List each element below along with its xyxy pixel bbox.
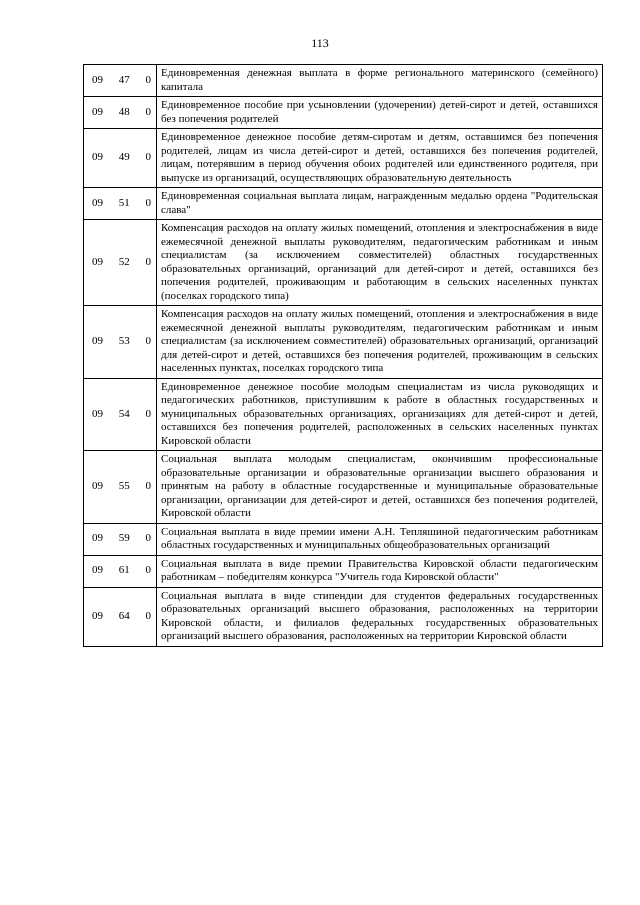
code-part-3: 0 xyxy=(145,564,151,577)
description-cell: Единовременная денежная выплата в форме регионального материнского (семейного) капитала xyxy=(157,65,603,97)
table-row xyxy=(84,555,603,587)
code-part-1: 09 xyxy=(92,73,103,86)
code-part-3: 0 xyxy=(145,73,151,86)
code-part-3: 0 xyxy=(145,105,151,118)
code-group xyxy=(84,480,156,494)
code-group xyxy=(84,197,156,211)
code-part-3: 0 xyxy=(145,151,151,164)
code-part-2: 48 xyxy=(118,105,130,118)
code-part-1: 09 xyxy=(92,532,103,545)
description-cell: Социальная выплата в виде премии Правительства Кировской области педагогическим работникам – победителям конкурса "Учитель года Кировской области" xyxy=(157,555,603,587)
table-body xyxy=(84,65,603,647)
code-part-3: 0 xyxy=(145,407,151,420)
code-part-1: 09 xyxy=(92,151,103,164)
code-group xyxy=(84,335,156,349)
budget-codes-table xyxy=(83,64,603,647)
code-part-1: 09 xyxy=(92,335,103,347)
code-cell xyxy=(84,451,157,524)
code-cell xyxy=(84,555,157,587)
description-cell: Единовременное денежное пособие детям-сиротам и детям, оставшимся без попечения родителей, лицам из числа детей-сирот и детей, оставшихся без попечения родителей, лицам, потерявшим в период обучения обоих родителей или единственного родителя, при выпуске из организаций, осуществляющих образовательную деятельность xyxy=(157,129,603,188)
code-cell xyxy=(84,587,157,646)
description-cell: Социальная выплата в виде стипендии для студентов федеральных государственных образовательных организаций высшего образования, расположенных на территории Кировской области, и филиалов федеральных государственных образовательных организаций высшего образования, расположенных на территории Кировской области xyxy=(157,587,603,646)
code-part-3: 0 xyxy=(145,196,151,209)
code-group xyxy=(84,564,156,578)
code-part-2: 53 xyxy=(118,335,130,347)
code-part-1: 09 xyxy=(92,564,103,577)
code-part-2: 61 xyxy=(118,564,130,577)
table-row xyxy=(84,378,603,451)
code-cell xyxy=(84,129,157,188)
code-part-1: 09 xyxy=(92,105,103,118)
table-row xyxy=(84,451,603,524)
description-cell: Социальная выплата в виде премии имени А.Н. Тепляшиной педагогическим работникам областных государственных и муниципальных общеобразовательных организаций xyxy=(157,523,603,555)
code-group xyxy=(84,256,156,270)
code-part-3: 0 xyxy=(145,335,151,347)
code-part-1: 09 xyxy=(92,255,103,268)
code-cell xyxy=(84,97,157,129)
table-row xyxy=(84,188,603,220)
table-row xyxy=(84,97,603,129)
code-group xyxy=(84,532,156,546)
code-part-1: 09 xyxy=(92,480,103,492)
code-part-2: 54 xyxy=(118,407,130,420)
code-cell xyxy=(84,220,157,306)
code-group xyxy=(84,408,156,422)
description-cell: Компенсация расходов на оплату жилых помещений, отопления и электроснабжения в виде ежемесячной денежной выплаты руководителям, педагогическим работникам и иным специалистам (за исключением совместителей) образовательных организаций, организаций для детей-сирот и детей, оставшихся без попечения родителей, проживающим в сельских населенных пунктах, поселках городского типа xyxy=(157,306,603,379)
table-row xyxy=(84,65,603,97)
description-cell: Социальная выплата молодым специалистам, окончившим профессиональные образовательные организации и образовательные организации высшего образования и принятым на работу в областные государственные и муниципальные образовательные организации, организации для детей-сирот и детей, оставшихся без попечения родителей, Кировской области xyxy=(157,451,603,524)
code-part-2: 55 xyxy=(118,480,130,492)
page-number: 113 xyxy=(311,36,329,50)
code-cell xyxy=(84,65,157,97)
code-part-2: 51 xyxy=(118,196,130,209)
description-cell: Единовременное денежное пособие молодым специалистам из числа руководящих и педагогических работников, приступившим к работе в областных государственных и муниципальных образовательных организациях, организациях для детей-сирот и детей, оставшихся без попечения родителей, расположенных в сельских населенных пунктах Кировской области xyxy=(157,378,603,451)
code-group xyxy=(84,151,156,165)
code-part-1: 09 xyxy=(92,196,103,209)
code-part-3: 0 xyxy=(145,609,151,622)
code-group xyxy=(84,610,156,624)
code-cell xyxy=(84,188,157,220)
code-part-2: 59 xyxy=(118,532,130,545)
code-part-2: 49 xyxy=(118,151,130,164)
code-cell xyxy=(84,523,157,555)
table-row xyxy=(84,220,603,306)
table-row xyxy=(84,306,603,379)
code-part-2: 52 xyxy=(118,255,130,268)
code-part-3: 0 xyxy=(145,255,151,268)
code-part-1: 09 xyxy=(92,407,103,420)
table-row xyxy=(84,587,603,646)
code-part-2: 47 xyxy=(118,73,130,86)
description-cell: Единовременное пособие при усыновлении (удочерении) детей-сирот и детей, оставшихся без попечения родителей xyxy=(157,97,603,129)
code-group xyxy=(84,74,156,88)
code-cell xyxy=(84,306,157,379)
table-row xyxy=(84,129,603,188)
code-part-3: 0 xyxy=(145,532,151,545)
code-part-3: 0 xyxy=(145,480,151,492)
description-cell: Единовременная социальная выплата лицам, награжденным медалью ордена "Родительская слава" xyxy=(157,188,603,220)
code-part-1: 09 xyxy=(92,609,103,622)
code-group xyxy=(84,106,156,120)
code-part-2: 64 xyxy=(118,609,130,622)
description-cell: Компенсация расходов на оплату жилых помещений, отопления и электроснабжения в виде ежемесячной денежной выплаты руководителям, педагогическим работникам и иным специалистам (за исключением совместителей) областных государственных образовательных организаций, организаций для детей-сирот и детей, оставшихся без попечения родителей, проживающим и работающим в сельских населенных пунктах (поселках городского типа) xyxy=(157,220,603,306)
table-row xyxy=(84,523,603,555)
code-cell xyxy=(84,378,157,451)
